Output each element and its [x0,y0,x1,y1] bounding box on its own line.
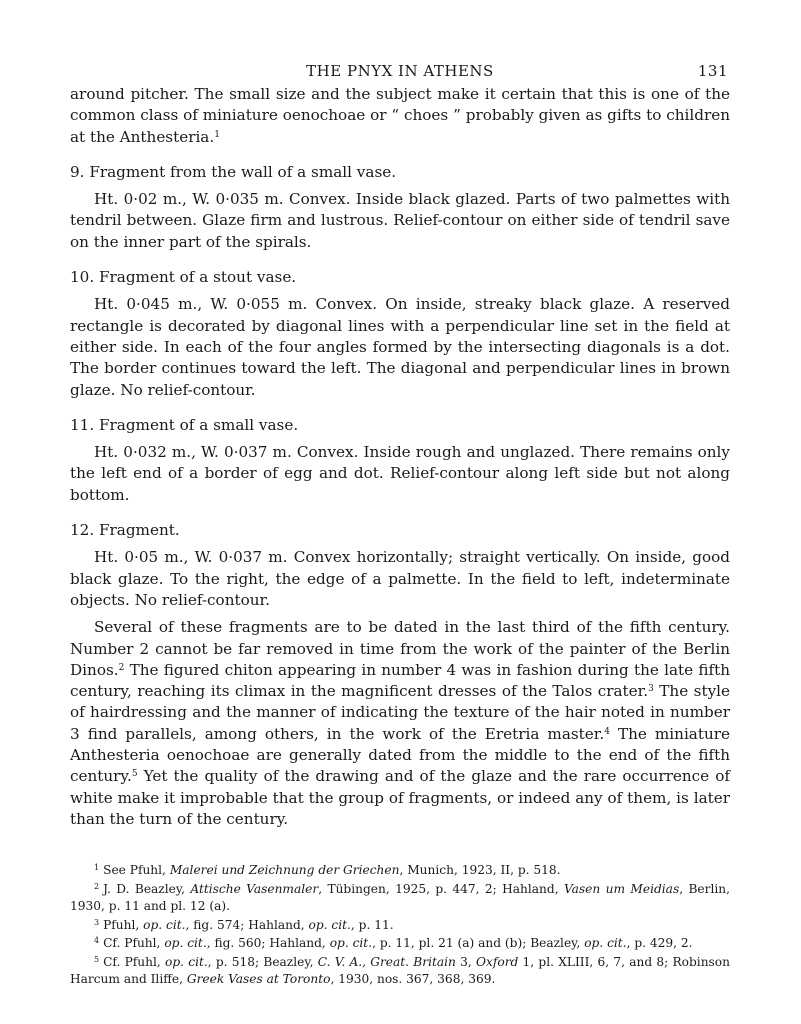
footnote-text: , fig. 560; Hahland, [206,936,330,951]
footnote-title: Vasen um Meidias [563,882,680,896]
discussion-text: Several of these fragments are to be dated in the last third of the fifth century. Number 2 cannot be far removed in time from the work of the painter of the Berlin Dinos. [70,618,730,679]
footnote-title: op. cit. [164,936,207,951]
footnote-text: See Pfuhl, [103,863,170,878]
discussion-text: The figured chiton appearing in number 4 was in fashion during the late fifth century, reaching its climax in the magnificent dresses of the Talos crater. [70,660,730,701]
footnote-2 [70,879,730,915]
footnote-title: op. cit. [143,917,186,932]
footnote-4 [70,933,730,952]
footnote-mark: 5 [94,955,100,965]
discussion-text: The style of hairdressing and the manner of indicating the texture of the hair noted in number 3 find parallels, among others, in the work of the Eretria master. [70,682,730,743]
item-heading: 10. Fragment of a stout vase. [70,268,297,287]
footnote-mark: 3 [94,917,100,927]
footnote-ref: 3 [648,684,654,695]
item-body: Ht. 0·045 m., W. 0·055 m. Convex. On inside, streaky black glaze. A reserved rectangle is decorated by diagonal lines with a perpendicular line set in the field at either side. In each of the four angles formed by the intersecting diagonals is a dot. The border continues toward the left. The diagonal and perpendicular lines in brown glaze. No relief-contour. [70,295,730,399]
footnote-text: , fig. 574; Hahland, [185,917,309,932]
footnote-mark: 2 [94,882,100,891]
footnote-text: , p. 11. [350,917,394,932]
footnote-text: , Berlin, 1930, p. 11 and pl. 12 (a). [70,882,730,913]
footnote-1 [70,860,730,879]
footnote-text: , p. 518; Beazley, [207,955,318,970]
footnotes [70,860,730,988]
footnote-text: J. D. Beazley, [103,882,191,896]
footnote-title: op. cit. [584,936,627,951]
footnote-ref: 5 [131,769,138,780]
running-head [70,58,730,84]
footnote-text: , p. 429, 2. [626,936,693,951]
footnote-ref: 4 [604,726,610,737]
footnote-text: Cf. Pfuhl, [103,936,165,951]
footnote-text: , Tübingen, 1925, p. 447, 2; Hahland, [318,882,564,896]
intro-paragraph [70,84,730,148]
item-body: Ht. 0·05 m., W. 0·037 m. Convex horizontally; straight vertically. On inside, good black glaze. To the right, the edge of a palmette. In the field to left, indeterminate objects. No relief-contour. [70,548,730,609]
item-heading: 9. Fragment from the wall of a small vase. [70,162,397,181]
item-body: Ht. 0·02 m., W. 0·035 m. Convex. Inside black glazed. Parts of two palmettes with tendril between. Glaze firm and lustrous. Relief-contour on either side of tendril save on the inner part of the spirals. [70,190,730,251]
footnote-text: , p. 11, pl. 21 (a) and (b); Beazley, [372,936,585,951]
item-body: Ht. 0·032 m., W. 0·037 m. Convex. Inside rough and unglazed. There remains only the left end of a border of egg and dot. Relief-contour along left side but not along bottom. [70,443,730,504]
footnote-title: C. V. A., Great. Britain [317,955,456,970]
footnote-text: , Munich, 1923, II, p. 518. [399,863,561,878]
footnote-mark: 4 [94,936,100,946]
footnote-title: op. cit. [308,917,351,932]
running-title: THE PNYX IN ATHENS [306,62,494,80]
footnote-title: op. cit. [165,955,208,970]
page-number: 131 [697,62,728,80]
footnote-title: Oxford [475,955,519,970]
footnote-title: Attische Vasenmaler [190,882,319,896]
intro-text: around pitcher. The small size and the subject make it certain that this is one of the common class of miniature oenochoae or “ choes ” probably given as gifts to children at the Anthesteria. [70,85,730,146]
footnote-5 [70,952,730,988]
footnote-title: Malerei und Zeichnung der Griechen [169,863,400,878]
discussion-text: Yet the quality of the drawing and of the glaze and the rare occurrence of white make it improbable that the group of fragments, or indeed any of them, is later than the turn of the century. [70,767,730,828]
footnote-3 [70,915,730,934]
discussion-text: The miniature Anthesteria oenochoae are generally dated from the middle to the end of the fifth century. [70,724,730,786]
footnote-mark: 1 [94,863,100,873]
footnote-ref: 1 [214,129,220,140]
footnote-ref: 2 [118,662,125,673]
item-heading: 12. Fragment. [70,521,180,540]
discussion-paragraph [70,617,730,830]
footnote-text: 1, pl. XLIII, 6, 7, and 8; Robinson Harcum and Iliffe, [70,955,730,986]
footnote-title: op. cit. [329,936,373,951]
footnote-text: 3, [455,955,476,970]
footnote-title: Greek Vases at Toronto [186,971,331,986]
footnote-text: Pfuhl, [103,917,144,932]
item-heading: 11. Fragment of a small vase. [70,415,299,434]
page [70,58,730,988]
footnote-text: Cf. Pfuhl, [103,955,166,970]
footnote-text: , 1930, nos. 367, 368, 369. [330,971,496,986]
